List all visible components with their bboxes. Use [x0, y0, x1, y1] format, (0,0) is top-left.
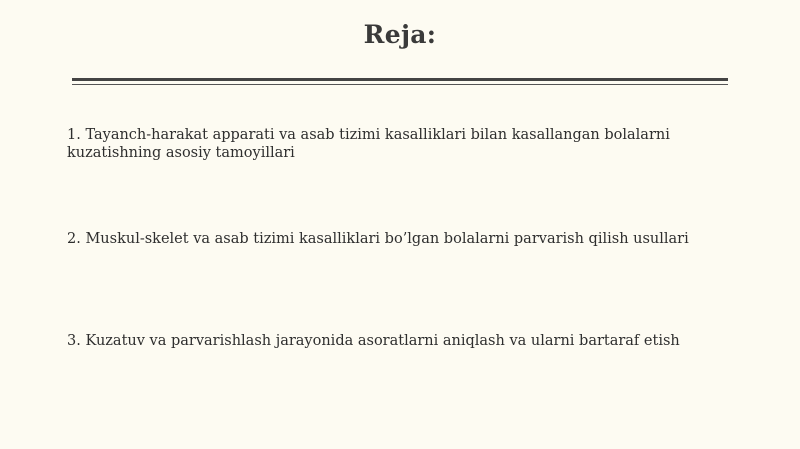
slide-title: Reja: [363, 20, 437, 49]
title-divider-thin [72, 84, 728, 85]
plan-item-2: 2. Muskul-skelet va asab tizimi kasalliklari bo’lgan bolalarni parvarish qilish usullari [67, 231, 689, 247]
title-divider-thick [72, 78, 728, 81]
plan-item-3: 3. Kuzatuv va parvarishlash jarayonida asoratlarni aniqlash va ularni bartaraf etish [67, 333, 680, 349]
plan-item-1: 1. Tayanch-harakat apparati va asab tizimi kasalliklari bilan kasallangan bolalarni kuzatishning asosiy tamoyillari [67, 127, 670, 161]
